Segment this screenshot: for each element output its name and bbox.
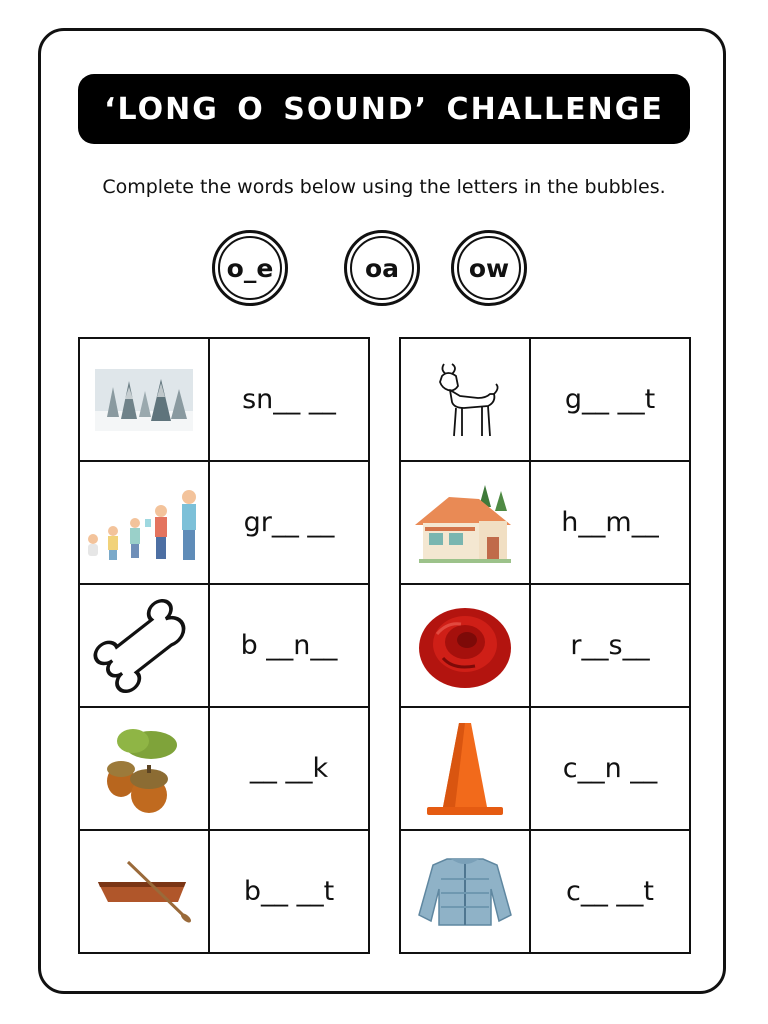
- table-row: [400, 584, 690, 707]
- table-row: [400, 338, 690, 461]
- word-blank: r__s__: [530, 584, 690, 707]
- picture-cell: [400, 338, 530, 461]
- letter-bubble-ow: [451, 230, 527, 306]
- word-blank: c__ __t: [530, 830, 690, 953]
- table-row: [79, 830, 369, 953]
- word-blank: b__ __t: [209, 830, 369, 953]
- picture-cell: [400, 461, 530, 584]
- right-word-table: [399, 337, 691, 954]
- picture-cell: [400, 707, 530, 830]
- word-blank: gr__ __: [209, 461, 369, 584]
- rose-icon: [417, 600, 513, 692]
- instructions: Complete the words below using the letters in the bubbles.: [102, 176, 666, 198]
- word-blank: b __n__: [209, 584, 369, 707]
- table-row: [400, 461, 690, 584]
- picture-cell: [79, 584, 209, 707]
- picture-cell: [79, 338, 209, 461]
- table-row: [79, 584, 369, 707]
- goat-icon: [430, 360, 500, 440]
- picture-cell: [400, 584, 530, 707]
- letter-bubble-oa: [344, 230, 420, 306]
- word-blank: __ __k: [209, 707, 369, 830]
- bubble-label: o_e: [226, 253, 274, 283]
- word-blank: c__n __: [530, 707, 690, 830]
- table-row: [79, 461, 369, 584]
- bubble-label: oa: [364, 253, 400, 283]
- left-word-table: [78, 337, 370, 954]
- page-title: [78, 74, 690, 144]
- snowy-forest-icon: [95, 369, 193, 431]
- table-row: [79, 707, 369, 830]
- picture-cell: [79, 830, 209, 953]
- title-text: ‘LONG O SOUND’ CHALLENGE: [104, 91, 664, 127]
- coat-icon: [417, 855, 513, 929]
- word-blank: g__ __t: [530, 338, 690, 461]
- table-row: [400, 707, 690, 830]
- picture-cell: [79, 461, 209, 584]
- table-row: [400, 830, 690, 953]
- growing-children-icon: [83, 483, 205, 563]
- picture-cell: [79, 707, 209, 830]
- letter-bubble-o-e: [212, 230, 288, 306]
- word-blank: sn__ __: [209, 338, 369, 461]
- traffic-cone-icon: [425, 721, 505, 817]
- house-icon: [415, 481, 515, 565]
- word-blank: h__m__: [530, 461, 690, 584]
- picture-cell: [400, 830, 530, 953]
- acorn-icon: [103, 723, 185, 815]
- rowboat-icon: [94, 860, 194, 924]
- bubble-label: ow: [468, 253, 510, 283]
- table-row: [79, 338, 369, 461]
- bone-icon: [88, 594, 200, 698]
